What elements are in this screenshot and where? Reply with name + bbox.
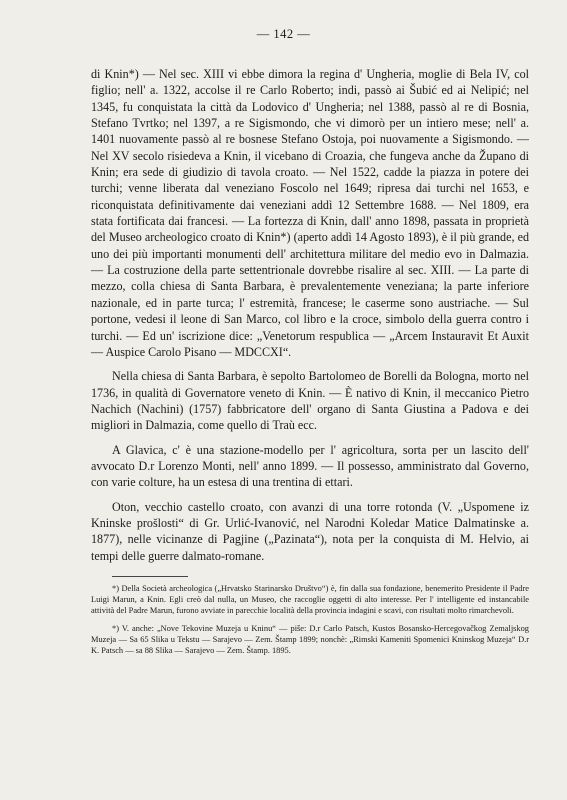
page-number: — 142 — — [256, 27, 311, 41]
paragraph-oton: Oton, vecchio castello croato, con avanzi di una torre rotonda (V. „Uspomene iz Kninske prošlosti“ di Gr. Urlić-Ivanović, nel Narodni Koledar Matice Dalmatinske a. 1877), nelle vicinanze di Pagjine („Pazinata“), nota per la conquista di M. Helvio, ai tempi delle guerre dalmato-romane. — [91, 499, 529, 563]
paragraph-glavica: A Glavica, c' è una stazione-modello per l' agricoltura, sorta per un lascito dell' avvocato D.r Lorenzo Monti, nell' anno 1899. — Il possesso, amministrato dal Governo, con varie colture, ha un estesa di una trentina di ettari. — [91, 442, 529, 490]
paragraph-santa-barbara: Nella chiesa di Santa Barbara, è sepolto Bartolomeo de Borelli da Bologna, morto nel 1736, in qualità di Governatore veneto di Knin. — È nativo di Knin, il meccanico Pietro Nachich (Nachini) (1757) fabbricatore dell' organo di Santa Giustina a Padova e dei migliori in Dalmazia, come quello di Traù ecc. — [91, 369, 529, 433]
footnote-2: *) V. anche: „Nove Tekovine Muzeja u Kninu“ — piše: D.r Carlo Patsch, Kustos Bosansko-Hercegovačkog Zemaljskog Muzeja — Sa 65 Slika u Tekstu — Sarajevo — Zem. Štamp 1899; nonchè: „Rimski Kameniti Spomenici Kninskog Muzeja“ D.r K. Patsch — sa 88 Slika — Sarajevo — Zem. Štamp. 1895. — [91, 623, 529, 655]
main-text — [91, 66, 529, 662]
footnote-separator — [112, 576, 188, 577]
footnotes — [91, 583, 529, 656]
footnote-1: *) Della Società archeologica („Hrvatsko Starinarsko Društvo“) è, fin dalla sua fondazione, benemerito Presidente il Padre Luigi Marun, a Knin. Egli creò dal nulla, un Museo, che raccoglie oggetti di alto interesse. Per l' intelligente ed instancabile attività del Padre Marun, furono avviate in parecchie località della provincia indagini e scavi, con risultati molto rimarchevoli. — [91, 583, 529, 616]
paragraph-knin-history: di Knin*) — Nel sec. XIII vi ebbe dimora la regina d' Ungheria, moglie di Bela IV, col figlio; nell' a. 1322, accolse il re Carlo Roberto; indi, passò ai Šubić ed ai Nelipić; nel 1345, fu conquistata la città da Lodovico d' Ungheria; nel 1388, passò al re di Bosnia, Stefano Tvrtko; nel 1397, a re Sigismondo, che vi dimorò per un intiero mese; nell' a. 1401 nuovamente passò al re bosnese Stefano Ostoja, poi nuovamente a Sigismondo. — Nel XV secolo risiedeva a Knin, il vicebano di Croazia, che fungeva anche da Župano di Knin; era sede di giudizio di tavola croato. — Nel 1522, cadde la piazza in potere dei turchi; venne liberata dal veneziano Foscolo nel 1649; ripresa dai turchi nel 1653, e riconquistata definitivamente dai veneziani addì 12 Settembre 1688. — Nel 1809, era stata fortificata dai francesi. — La fortezza di Knin, dall' anno 1898, passata in proprietà del Museo archeologico croato di Knin*) (aperto addì 14 Agosto 1893), è il più grande, ed uno dei più importanti monumenti dell' architettura militare del medio evo in Dalmazia. — La costruzione della parte settentrionale dovrebbe risalire al sec. XIII. — La parte di mezzo, colla chiesa di Santa Barbara, è prevalentemente veneziana; la parte inferiore nazionale, ed in parte turca; l' estremità, francese; le caserme sono austriache. — Sul portone, vedesi il leone di San Marco, col libro e la croce, simbolo della guerra contro i turchi. — Ed un' iscrizione dice: „Venetorum respublica — „Arcem Instauravit Et Auxit — Auspice Carolo Pisano — MDCCXI“. — [91, 67, 529, 359]
